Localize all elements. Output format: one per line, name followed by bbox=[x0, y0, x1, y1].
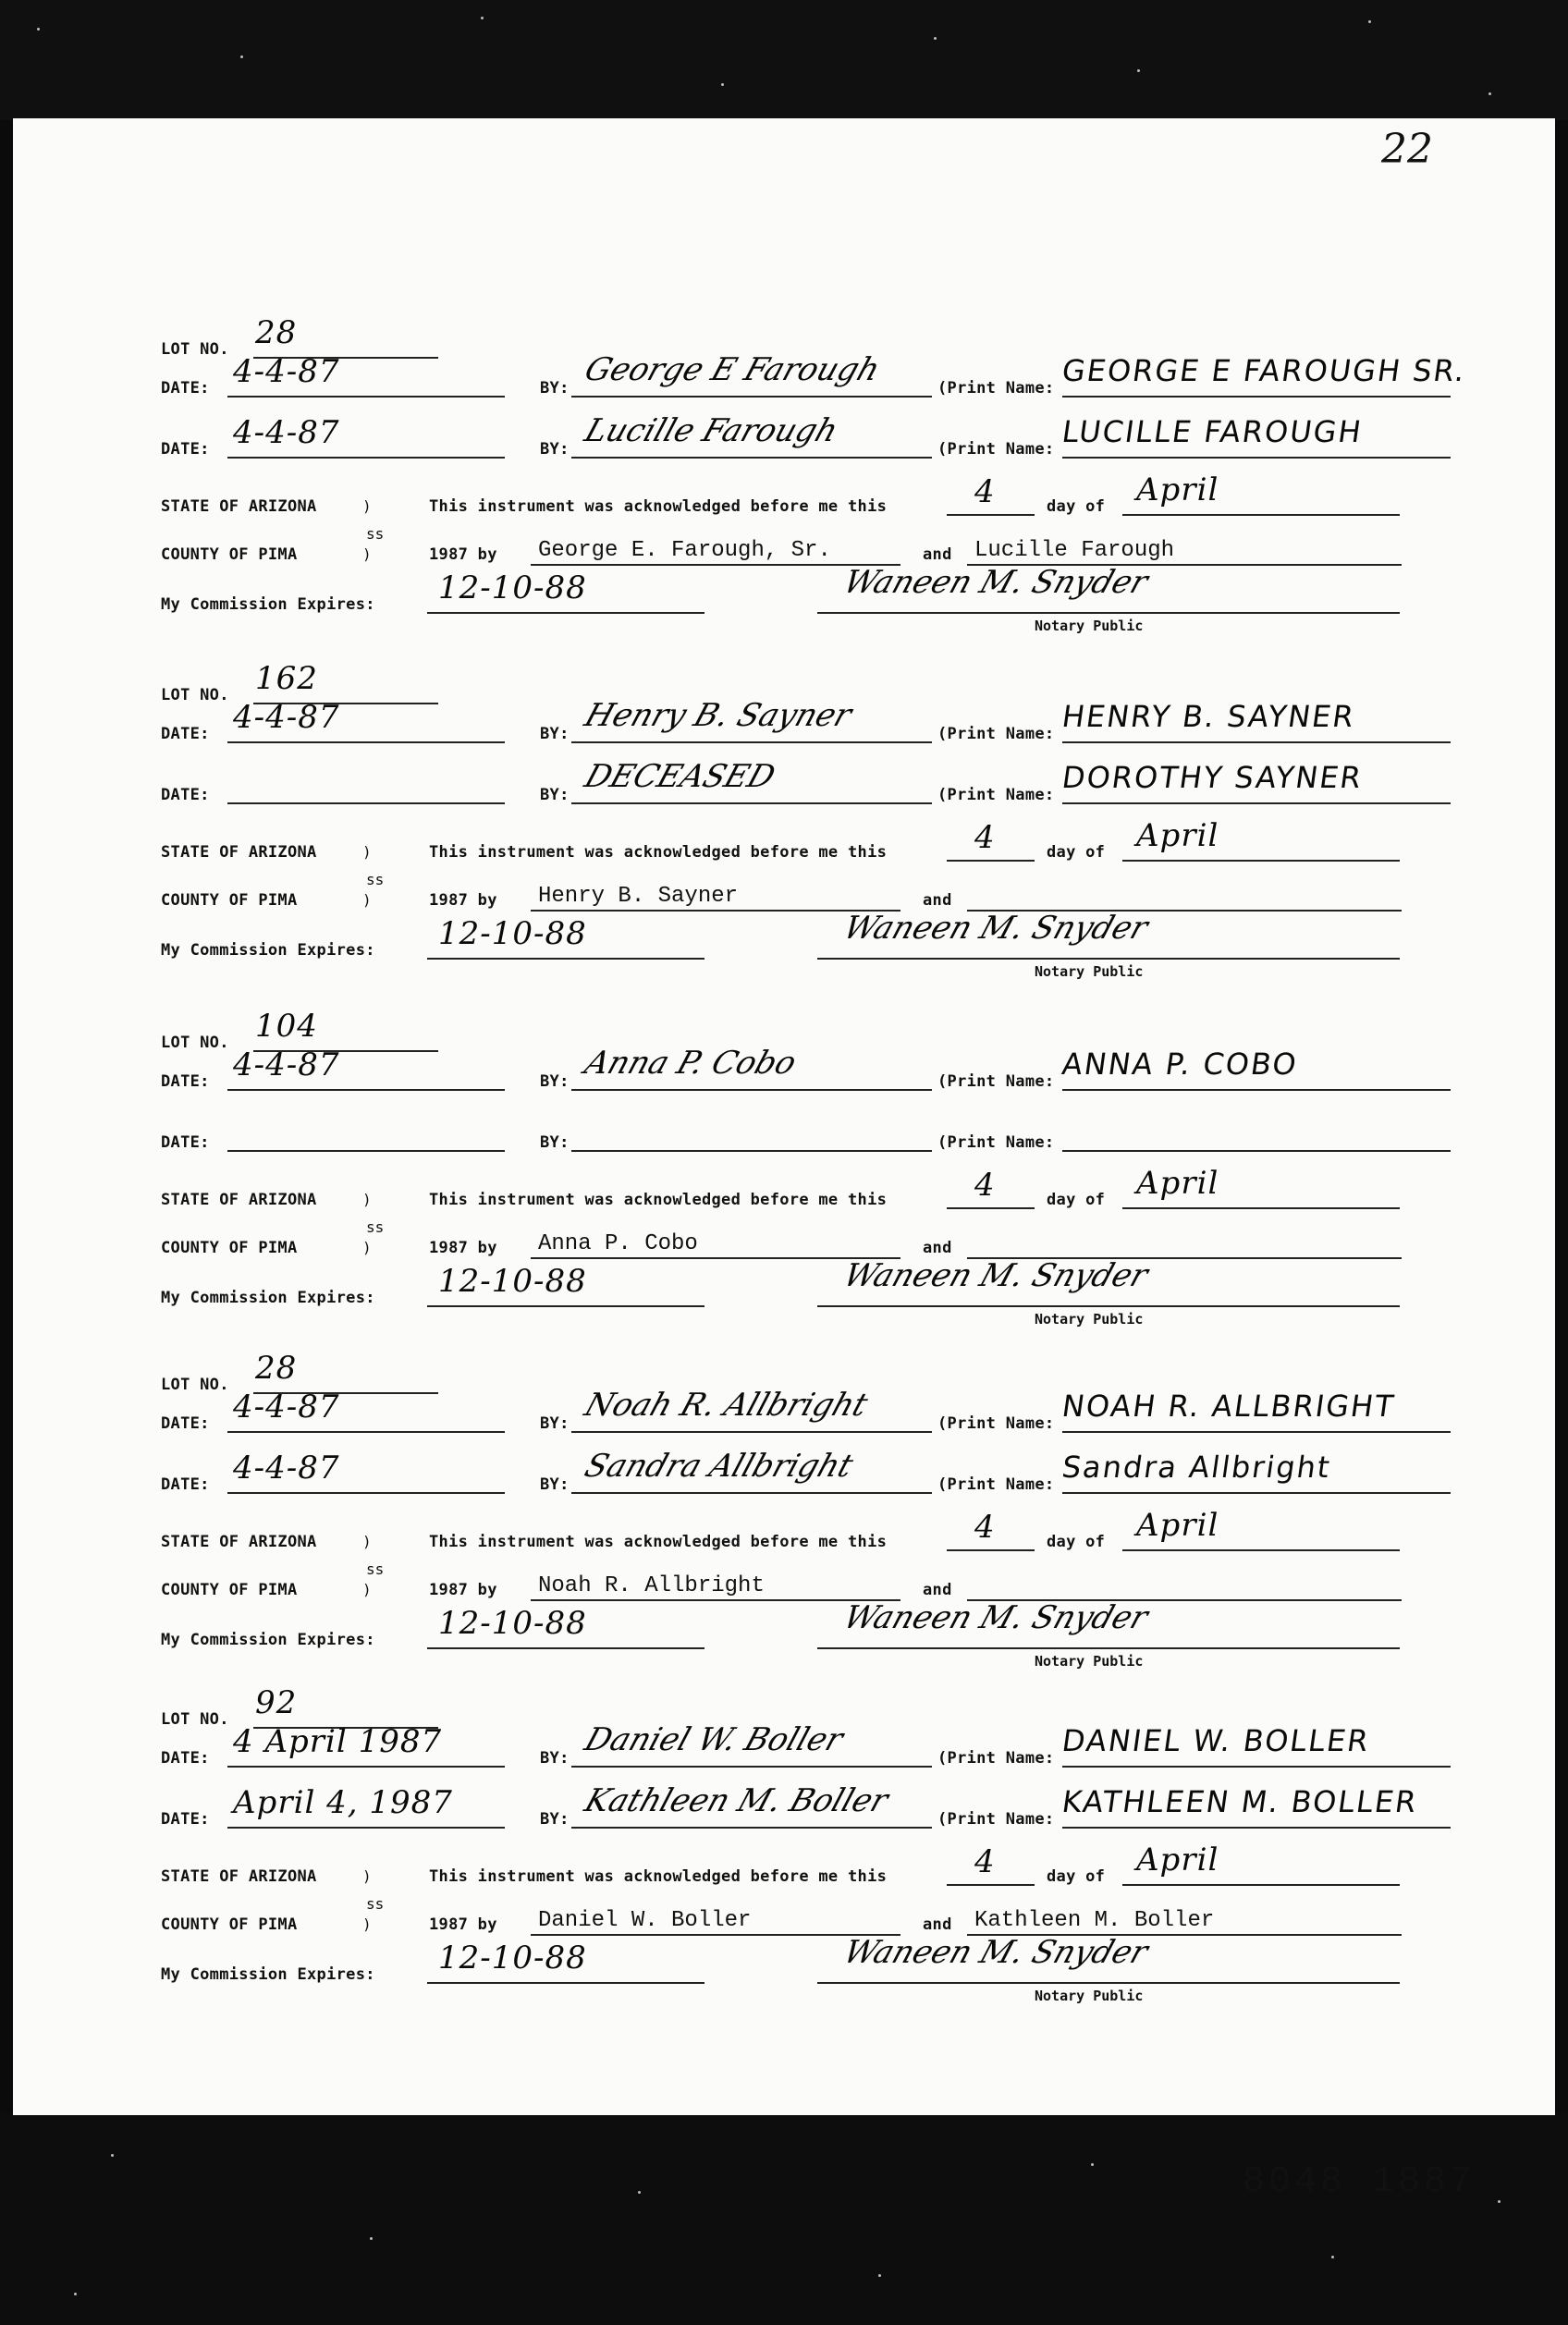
typed-line bbox=[531, 564, 900, 566]
signature-1: Noah R. Allbright bbox=[580, 1387, 873, 1424]
date-line bbox=[227, 396, 505, 398]
print-name-2: KATHLEEN M. BOLLER bbox=[1060, 1784, 1421, 1819]
scan-speck bbox=[481, 17, 484, 19]
commission-line bbox=[427, 612, 704, 614]
date-label: DATE: bbox=[161, 1475, 210, 1494]
signature-2: Kathleen M. Boller bbox=[580, 1782, 893, 1819]
notary-signature: Waneen M. Snyder bbox=[839, 1599, 1153, 1636]
typed-line bbox=[531, 910, 900, 912]
date-label: DATE: bbox=[161, 1414, 210, 1433]
print-line bbox=[1062, 802, 1451, 804]
notary-public-label: Notary Public bbox=[1035, 1988, 1144, 2004]
acknowledged-text: This instrument was acknowledged before me this bbox=[429, 1867, 888, 1886]
scan-speck bbox=[638, 2191, 641, 2194]
print-name-label: (Print Name: bbox=[937, 1072, 1055, 1091]
print-name-label: (Print Name: bbox=[937, 1810, 1055, 1829]
date-line bbox=[227, 1827, 505, 1829]
print-name-2: LUCILLE FAROUGH bbox=[1060, 414, 1366, 449]
by-label: BY: bbox=[540, 1133, 570, 1152]
ss-label: ss bbox=[366, 1218, 385, 1236]
state-label: STATE OF ARIZONA bbox=[161, 497, 317, 516]
print-name-1: NOAH R. ALLBRIGHT bbox=[1060, 1389, 1398, 1424]
lot-number: 28 bbox=[255, 1350, 298, 1387]
day-line bbox=[947, 1549, 1035, 1551]
day-line bbox=[947, 1207, 1035, 1209]
day-line bbox=[947, 514, 1035, 516]
commission-label: My Commission Expires: bbox=[161, 1965, 375, 1984]
year-by-label: 1987 by bbox=[429, 1915, 497, 1934]
day-line bbox=[947, 860, 1035, 862]
state-label: STATE OF ARIZONA bbox=[161, 843, 317, 862]
month-line bbox=[1122, 1207, 1400, 1209]
scan-speck bbox=[1331, 2256, 1334, 2258]
ack-day: 4 bbox=[974, 1509, 996, 1546]
date-2: 4-4-87 bbox=[233, 414, 340, 451]
bracket: ) bbox=[362, 1239, 372, 1256]
typed-name-1: Henry B. Sayner bbox=[538, 884, 739, 909]
date-1: 4 April 1987 bbox=[233, 1723, 443, 1760]
scan-speck bbox=[721, 83, 724, 86]
scan-speck bbox=[240, 55, 243, 58]
scan-border-bottom bbox=[0, 2112, 1568, 2325]
date-1: 4-4-87 bbox=[233, 353, 340, 390]
year-by-label: 1987 by bbox=[429, 891, 497, 910]
ss-label: ss bbox=[366, 871, 385, 888]
month-line bbox=[1122, 1884, 1400, 1886]
notary-public-label: Notary Public bbox=[1035, 1311, 1144, 1328]
commission-line bbox=[427, 1305, 704, 1307]
notary-line bbox=[817, 612, 1400, 614]
typed-name-1: George E. Farough, Sr. bbox=[538, 538, 831, 563]
by-line bbox=[571, 396, 932, 398]
by-label: BY: bbox=[540, 1810, 570, 1829]
ack-month: April bbox=[1136, 1842, 1219, 1878]
date-1: 4-4-87 bbox=[233, 1046, 340, 1083]
date-label: DATE: bbox=[161, 440, 210, 459]
by-label: BY: bbox=[540, 786, 570, 804]
and-label: and bbox=[923, 545, 952, 564]
ss-label: ss bbox=[366, 525, 385, 543]
signature-1: Henry B. Sayner bbox=[580, 697, 857, 734]
notary-signature: Waneen M. Snyder bbox=[839, 1934, 1153, 1971]
day-of-label: day of bbox=[1047, 1191, 1106, 1209]
month-line bbox=[1122, 514, 1400, 516]
commission-expires: 12-10-88 bbox=[438, 1263, 587, 1300]
state-label: STATE OF ARIZONA bbox=[161, 1191, 317, 1209]
signature-1: Daniel W. Boller bbox=[580, 1721, 848, 1758]
signature-1: George E Farough bbox=[580, 351, 885, 388]
by-line bbox=[571, 1827, 932, 1829]
print-line bbox=[1062, 1089, 1451, 1091]
notary-public-label: Notary Public bbox=[1035, 963, 1144, 980]
lot-no-label: LOT NO. bbox=[161, 1376, 229, 1394]
commission-expires: 12-10-88 bbox=[438, 915, 587, 952]
print-name-label: (Print Name: bbox=[937, 1133, 1055, 1152]
print-name-label: (Print Name: bbox=[937, 1414, 1055, 1433]
acknowledged-text: This instrument was acknowledged before me this bbox=[429, 497, 888, 516]
month-line bbox=[1122, 1549, 1400, 1551]
ack-day: 4 bbox=[974, 1843, 996, 1880]
and-label: and bbox=[923, 1581, 952, 1599]
by-label: BY: bbox=[540, 725, 570, 743]
typed-name-2: Lucille Farough bbox=[974, 538, 1175, 563]
state-label: STATE OF ARIZONA bbox=[161, 1533, 317, 1551]
print-line bbox=[1062, 1827, 1451, 1829]
acknowledged-text: This instrument was acknowledged before me this bbox=[429, 1533, 888, 1551]
signature-1: Anna P. Cobo bbox=[580, 1045, 802, 1082]
scan-speck bbox=[878, 2274, 881, 2277]
ack-day: 4 bbox=[974, 473, 996, 510]
year-by-label: 1987 by bbox=[429, 1581, 497, 1599]
date-1: 4-4-87 bbox=[233, 699, 340, 736]
date-1: 4-4-87 bbox=[233, 1389, 340, 1426]
commission-line bbox=[427, 1647, 704, 1649]
county-label: COUNTY OF PIMA bbox=[161, 1915, 298, 1934]
by-label: BY: bbox=[540, 1475, 570, 1494]
date-line bbox=[227, 457, 505, 459]
bracket: ) bbox=[362, 1915, 372, 1933]
notary-public-label: Notary Public bbox=[1035, 1653, 1144, 1670]
print-line bbox=[1062, 1431, 1451, 1433]
typed-line bbox=[531, 1934, 900, 1936]
scan-speck bbox=[934, 37, 937, 40]
ack-month: April bbox=[1136, 1507, 1219, 1544]
day-line bbox=[947, 1884, 1035, 1886]
print-name-label: (Print Name: bbox=[937, 1749, 1055, 1768]
notary-line bbox=[817, 1305, 1400, 1307]
ack-month: April bbox=[1136, 1165, 1219, 1202]
county-label: COUNTY OF PIMA bbox=[161, 545, 298, 564]
print-name-label: (Print Name: bbox=[937, 786, 1055, 804]
date-line bbox=[227, 1766, 505, 1768]
lot-number: 162 bbox=[255, 660, 318, 697]
print-name-label: (Print Name: bbox=[937, 440, 1055, 459]
signature-2: Lucille Farough bbox=[580, 412, 843, 449]
lot-no-label: LOT NO. bbox=[161, 686, 229, 704]
date-label: DATE: bbox=[161, 1133, 210, 1152]
scan-speck bbox=[37, 28, 40, 31]
ack-day: 4 bbox=[974, 819, 996, 856]
date-label: DATE: bbox=[161, 786, 210, 804]
commission-expires: 12-10-88 bbox=[438, 1940, 587, 1976]
day-of-label: day of bbox=[1047, 497, 1106, 516]
county-label: COUNTY OF PIMA bbox=[161, 1581, 298, 1599]
typed-name-1: Noah R. Allbright bbox=[538, 1573, 765, 1598]
ss-label: ss bbox=[366, 1560, 385, 1578]
scan-speck bbox=[74, 2293, 77, 2295]
print-name-1: HENRY B. SAYNER bbox=[1060, 699, 1358, 734]
print-line bbox=[1062, 741, 1451, 743]
county-label: COUNTY OF PIMA bbox=[161, 1239, 298, 1257]
bracket: ) bbox=[362, 891, 372, 909]
by-line bbox=[571, 1492, 932, 1494]
bracket: ) bbox=[362, 1191, 372, 1208]
lot-no-label: LOT NO. bbox=[161, 340, 229, 359]
commission-line bbox=[427, 1982, 704, 1984]
county-label: COUNTY OF PIMA bbox=[161, 891, 298, 910]
by-line bbox=[571, 1766, 932, 1768]
commission-expires: 12-10-88 bbox=[438, 1605, 587, 1642]
by-label: BY: bbox=[540, 1414, 570, 1433]
day-of-label: day of bbox=[1047, 1867, 1106, 1886]
lot-number: 28 bbox=[255, 314, 298, 351]
by-line bbox=[571, 741, 932, 743]
notary-line bbox=[817, 958, 1400, 960]
notary-line bbox=[817, 1647, 1400, 1649]
print-line bbox=[1062, 1492, 1451, 1494]
scan-speck bbox=[1488, 92, 1491, 95]
lot-no-label: LOT NO. bbox=[161, 1710, 229, 1729]
scan-speck bbox=[1498, 2200, 1501, 2203]
acknowledged-text: This instrument was acknowledged before me this bbox=[429, 843, 888, 862]
scan-speck bbox=[1137, 69, 1140, 72]
by-line bbox=[571, 802, 932, 804]
lot-number: 104 bbox=[255, 1008, 318, 1045]
typed-line bbox=[531, 1257, 900, 1259]
notary-public-label: Notary Public bbox=[1035, 618, 1144, 634]
by-line bbox=[571, 457, 932, 459]
by-label: BY: bbox=[540, 1072, 570, 1091]
notary-signature: Waneen M. Snyder bbox=[839, 1257, 1153, 1294]
date-line bbox=[227, 1492, 505, 1494]
scan-border-top bbox=[0, 0, 1568, 120]
ack-month: April bbox=[1136, 471, 1219, 508]
acknowledged-text: This instrument was acknowledged before me this bbox=[429, 1191, 888, 1209]
commission-label: My Commission Expires: bbox=[161, 1289, 375, 1307]
document-page bbox=[13, 118, 1555, 2203]
date-label: DATE: bbox=[161, 725, 210, 743]
and-label: and bbox=[923, 891, 952, 910]
notary-line bbox=[817, 1982, 1400, 1984]
bracket: ) bbox=[362, 1533, 372, 1550]
print-name-2: DOROTHY SAYNER bbox=[1060, 760, 1366, 795]
commission-line bbox=[427, 958, 704, 960]
print-line bbox=[1062, 1150, 1451, 1152]
recording-stamp: 8048 1887 bbox=[1243, 2161, 1476, 2203]
lot-number: 92 bbox=[255, 1684, 298, 1721]
date-line bbox=[227, 1150, 505, 1152]
scan-speck bbox=[1368, 20, 1371, 23]
page-number: 22 bbox=[1381, 126, 1433, 173]
by-label: BY: bbox=[540, 379, 570, 398]
by-label: BY: bbox=[540, 440, 570, 459]
commission-label: My Commission Expires: bbox=[161, 1631, 375, 1649]
scan-speck bbox=[1091, 2163, 1094, 2166]
print-name-1: ANNA P. COBO bbox=[1060, 1046, 1301, 1082]
typed-line bbox=[531, 1599, 900, 1601]
typed-name-1: Anna P. Cobo bbox=[538, 1231, 698, 1256]
typed-name-1: Daniel W. Boller bbox=[538, 1908, 752, 1933]
bracket: ) bbox=[362, 545, 372, 563]
bracket: ) bbox=[362, 1581, 372, 1598]
by-line bbox=[571, 1150, 932, 1152]
scan-speck bbox=[370, 2237, 373, 2240]
notary-signature: Waneen M. Snyder bbox=[839, 910, 1153, 947]
commission-label: My Commission Expires: bbox=[161, 941, 375, 960]
by-label: BY: bbox=[540, 1749, 570, 1768]
typed-name-2: Kathleen M. Boller bbox=[974, 1908, 1215, 1933]
scan-speck bbox=[111, 2154, 114, 2157]
and-label: and bbox=[923, 1239, 952, 1257]
commission-expires: 12-10-88 bbox=[438, 569, 587, 606]
day-of-label: day of bbox=[1047, 843, 1106, 862]
year-by-label: 1987 by bbox=[429, 545, 497, 564]
and-label: and bbox=[923, 1915, 952, 1934]
by-line bbox=[571, 1089, 932, 1091]
print-line bbox=[1062, 457, 1451, 459]
ss-label: ss bbox=[366, 1895, 385, 1913]
signature-2: Sandra Allbright bbox=[580, 1448, 858, 1485]
bracket: ) bbox=[362, 497, 372, 515]
signature-2: DECEASED bbox=[580, 758, 780, 795]
print-name-label: (Print Name: bbox=[937, 1475, 1055, 1494]
year-by-label: 1987 by bbox=[429, 1239, 497, 1257]
bracket: ) bbox=[362, 1867, 372, 1885]
notary-signature: Waneen M. Snyder bbox=[839, 564, 1153, 601]
date-2: April 4, 1987 bbox=[233, 1784, 453, 1821]
date-line bbox=[227, 802, 505, 804]
by-line bbox=[571, 1431, 932, 1433]
print-name-1: GEORGE E FAROUGH SR. bbox=[1060, 353, 1469, 388]
bracket: ) bbox=[362, 843, 372, 861]
date-label: DATE: bbox=[161, 379, 210, 398]
date-label: DATE: bbox=[161, 1072, 210, 1091]
day-of-label: day of bbox=[1047, 1533, 1106, 1551]
ack-month: April bbox=[1136, 817, 1219, 854]
lot-no-label: LOT NO. bbox=[161, 1034, 229, 1052]
state-label: STATE OF ARIZONA bbox=[161, 1867, 317, 1886]
print-name-label: (Print Name: bbox=[937, 379, 1055, 398]
date-2: 4-4-87 bbox=[233, 1450, 340, 1487]
month-line bbox=[1122, 860, 1400, 862]
date-line bbox=[227, 741, 505, 743]
date-label: DATE: bbox=[161, 1749, 210, 1768]
commission-label: My Commission Expires: bbox=[161, 595, 375, 614]
print-name-2: Sandra Allbright bbox=[1060, 1450, 1334, 1485]
print-line bbox=[1062, 1766, 1451, 1768]
date-line bbox=[227, 1089, 505, 1091]
date-label: DATE: bbox=[161, 1810, 210, 1829]
ack-day: 4 bbox=[974, 1167, 996, 1204]
print-line bbox=[1062, 396, 1451, 398]
print-name-label: (Print Name: bbox=[937, 725, 1055, 743]
print-name-1: DANIEL W. BOLLER bbox=[1060, 1723, 1373, 1758]
date-line bbox=[227, 1431, 505, 1433]
